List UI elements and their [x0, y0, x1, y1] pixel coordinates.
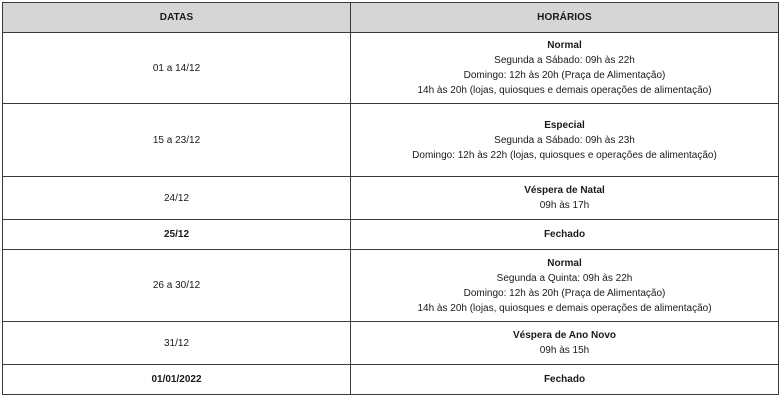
table-row [3, 33, 779, 104]
schedule-line: Segunda a Sábado: 09h às 22h [494, 55, 635, 66]
schedule-type: Véspera de Natal [524, 185, 605, 196]
date-cell: 01/01/2022 [3, 365, 351, 395]
hours-cell [351, 322, 779, 365]
header-dates: DATAS [3, 3, 351, 33]
date-cell: 26 a 30/12 [3, 250, 351, 322]
header-hours: HORÁRIOS [351, 3, 779, 33]
schedule-type: Véspera de Ano Novo [513, 330, 616, 341]
hours-cell [351, 177, 779, 220]
schedule-line: Domingo: 12h às 20h (Praça de Alimentação) [463, 70, 666, 81]
schedule-type: Fechado [543, 229, 586, 240]
schedule-type: Normal [547, 257, 582, 269]
schedule-type: Especial [544, 119, 585, 131]
table-row [3, 177, 779, 220]
schedule-type: Fechado [543, 374, 586, 385]
hours-cell [351, 250, 779, 322]
schedule-table [2, 2, 779, 395]
date-cell: 31/12 [3, 322, 351, 365]
date-cell: 24/12 [3, 177, 351, 220]
schedule-line: Domingo: 12h às 20h (Praça de Alimentação) [463, 287, 666, 299]
table-row [3, 322, 779, 365]
schedule-line: Domingo: 12h às 22h (lojas, quiosques e operações de alimentação) [412, 149, 717, 161]
hours-cell [351, 365, 779, 395]
date-cell: 01 a 14/12 [3, 33, 351, 104]
schedule-type: Normal [547, 40, 582, 51]
schedule-table-wrapper [2, 2, 778, 395]
table-row [3, 220, 779, 250]
hours-cell [351, 33, 779, 104]
schedule-line: 09h às 17h [539, 200, 590, 211]
hours-cell [351, 220, 779, 250]
table-row [3, 250, 779, 322]
hours-cell [351, 104, 779, 177]
schedule-line: 14h às 20h (lojas, quiosques e demais operações de alimentação) [417, 85, 712, 96]
table-row [3, 365, 779, 395]
schedule-line: 14h às 20h (lojas, quiosques e demais operações de alimentação) [417, 302, 712, 314]
table-row [3, 104, 779, 177]
schedule-line: Segunda a Sábado: 09h às 23h [494, 134, 635, 146]
schedule-line: 09h às 15h [539, 345, 590, 356]
date-cell: 15 a 23/12 [3, 104, 351, 177]
date-cell: 25/12 [3, 220, 351, 250]
table-header-row [3, 3, 779, 33]
schedule-line: Segunda a Quinta: 09h às 22h [496, 272, 633, 284]
